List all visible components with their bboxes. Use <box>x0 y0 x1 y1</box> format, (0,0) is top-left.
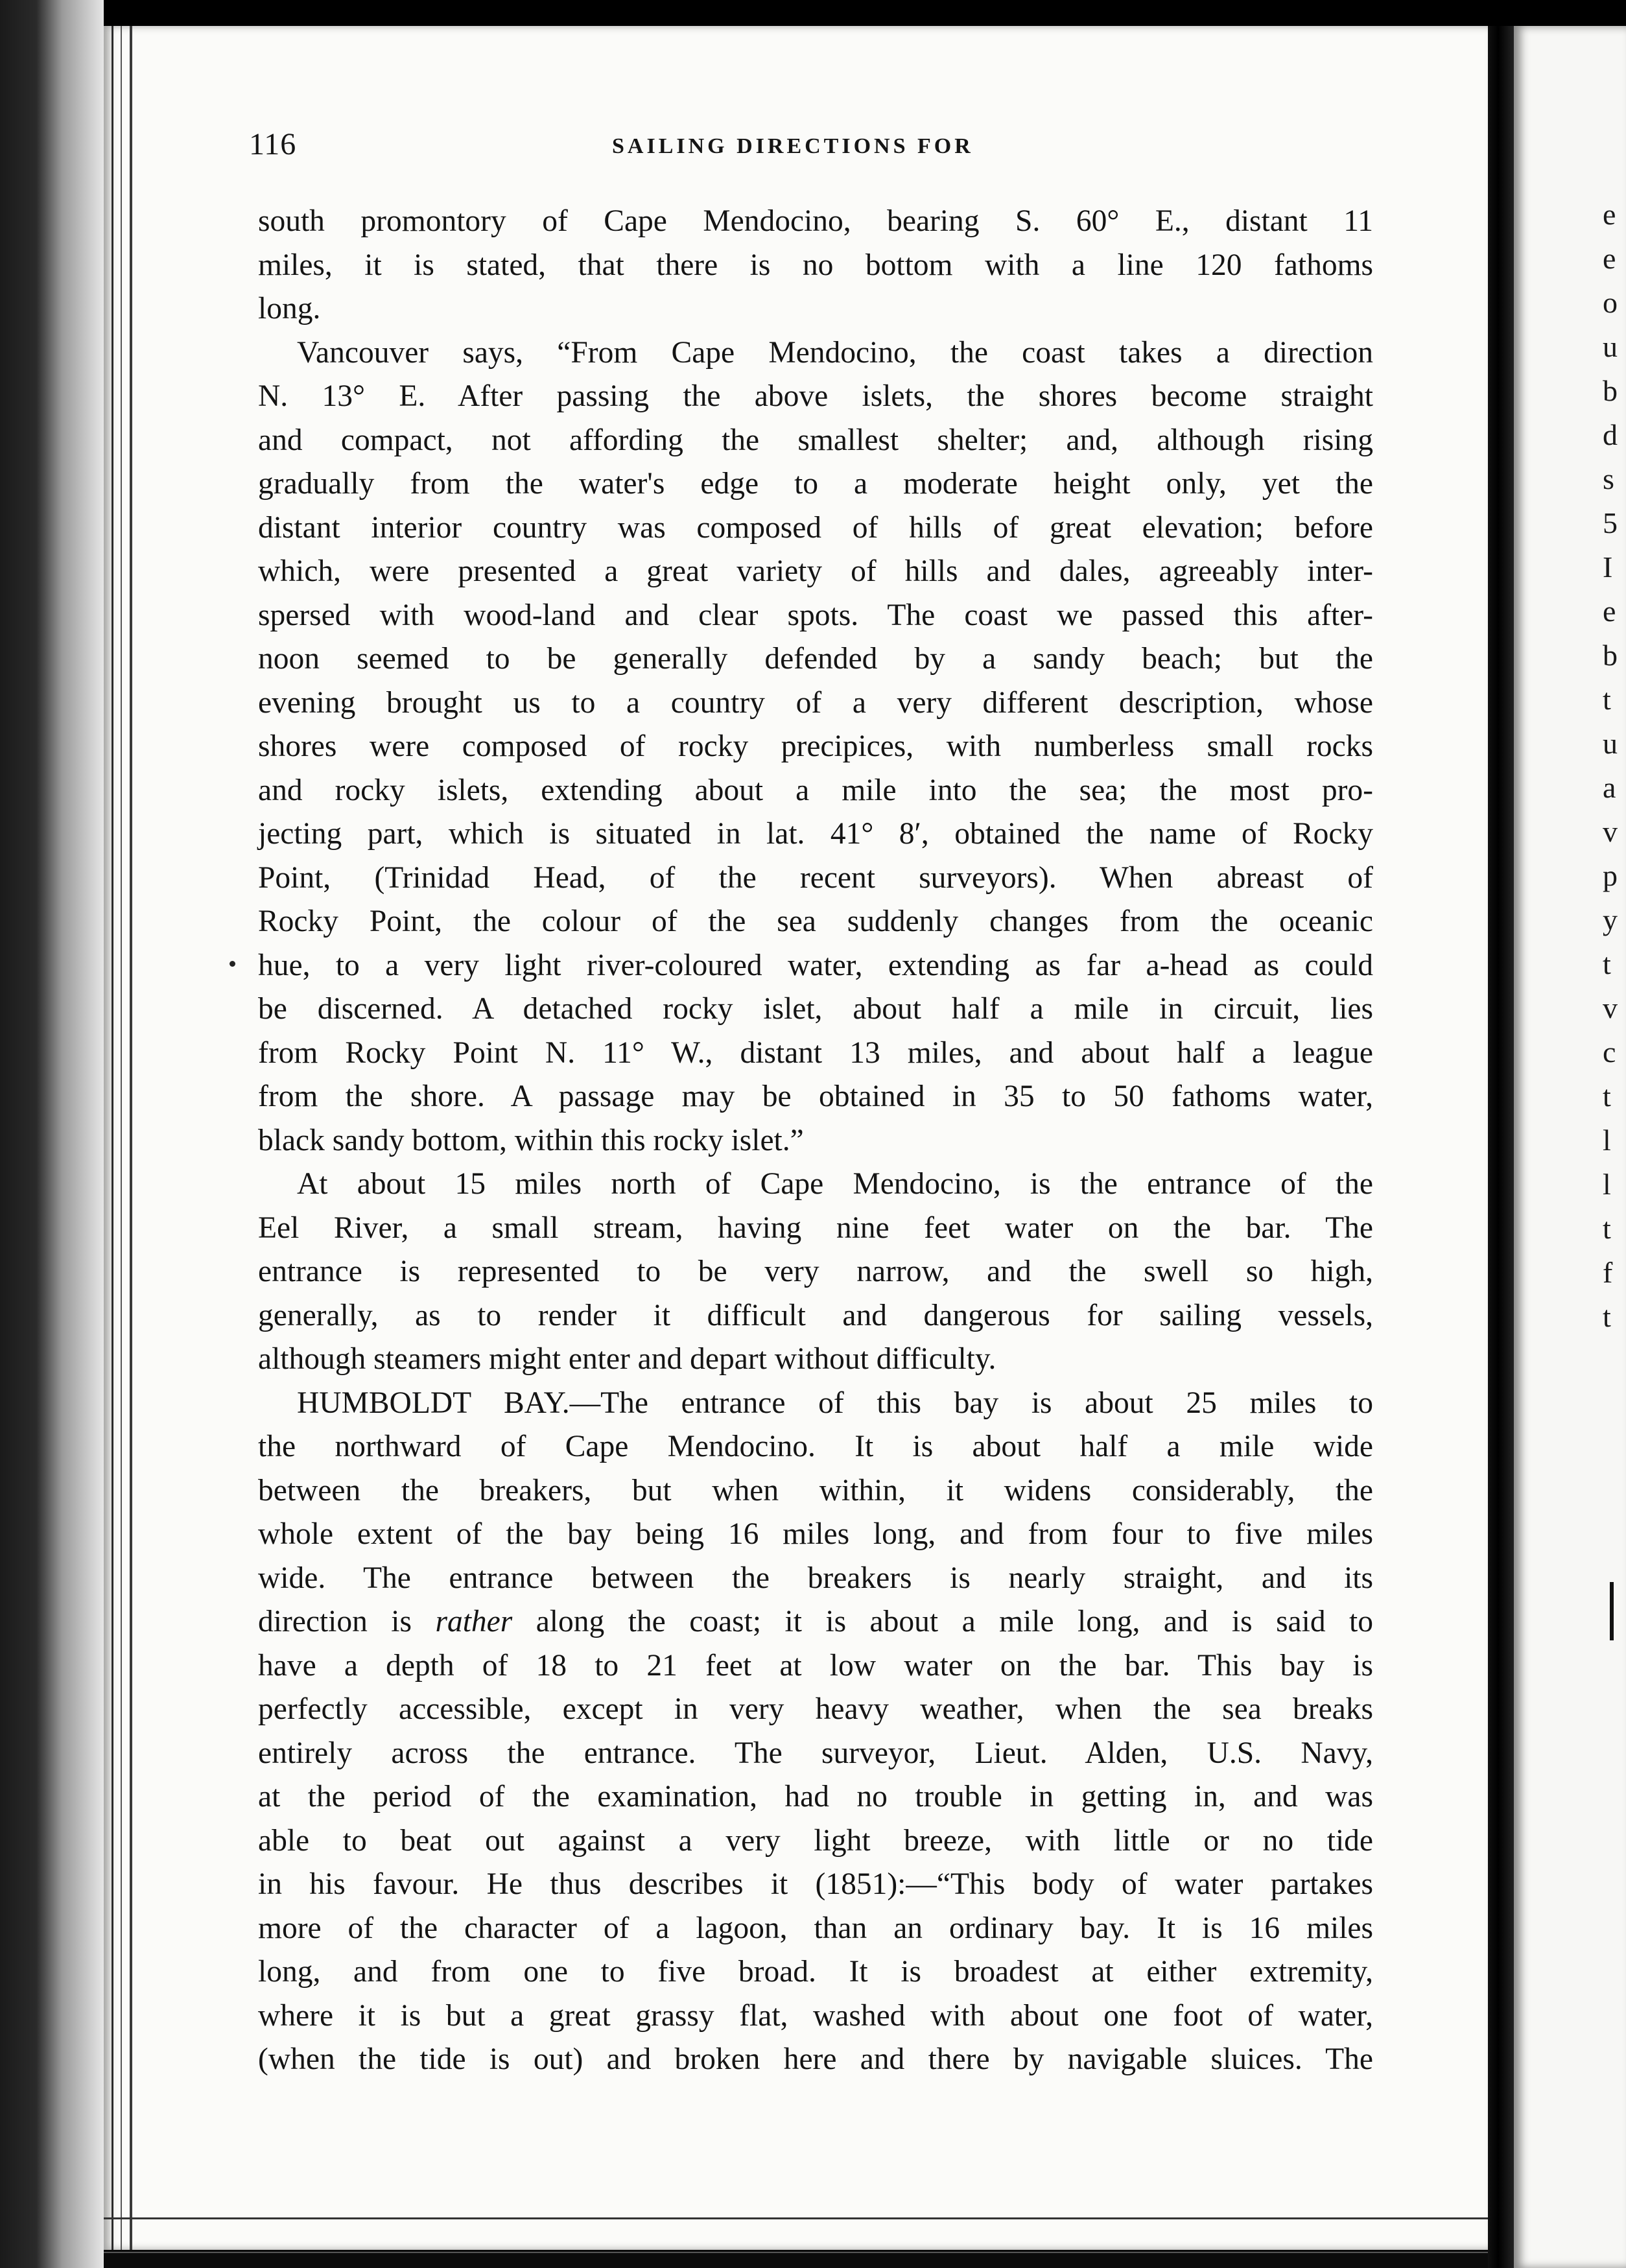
text-line: Vancouver says, “From Cape Mendocino, the coast takes a direction <box>297 335 1373 370</box>
top-dark-border <box>0 0 1626 26</box>
facing-page-letter: 5 <box>1603 506 1618 539</box>
text-line: HUMBOLDT BAY.—The entrance of this bay is about 25 miles to <box>297 1386 1373 1420</box>
facing-page-letter: d <box>1603 418 1618 451</box>
text-line: (when the tide is out) and broken here and there by navigable sluices. The <box>258 2042 1373 2076</box>
facing-page-letter: s <box>1603 462 1614 495</box>
book-edge <box>0 0 104 2268</box>
running-head <box>249 126 1371 165</box>
facing-page-letter: o <box>1603 286 1618 319</box>
text-line: spersed with wood-land and clear spots. The coast we passed this after- <box>258 598 1373 632</box>
text-line: noon seemed to be generally defended by a sandy beach; but the <box>258 642 1373 676</box>
facing-page-letter: f <box>1603 1256 1613 1289</box>
text-line: between the breakers, but when within, it widens considerably, the <box>258 1473 1373 1507</box>
facing-page-letter: e <box>1603 198 1616 231</box>
spine-line-1 <box>112 26 113 2250</box>
text-line: long. <box>258 292 321 325</box>
book-gutter <box>1488 26 1514 2268</box>
text-line: although steamers might enter and depart without difficulty. <box>258 1342 996 1376</box>
facing-page-letter: c <box>1603 1035 1616 1069</box>
text-line: more of the character of a lagoon, than an ordinary bay. It is 16 miles <box>258 1911 1373 1945</box>
text-line: direction is rather along the coast; it is about a mile long, and is said to <box>258 1605 1374 1638</box>
facing-page-edge <box>1514 26 1626 2268</box>
header-title: SAILING DIRECTIONS FOR <box>612 134 974 158</box>
text-line: wide. The entrance between the breakers is nearly straight, and its <box>258 1561 1373 1595</box>
facing-page-letter: t <box>1603 1212 1611 1245</box>
facing-page-letter: a <box>1603 771 1616 804</box>
text-line: from the shore. A passage may be obtained in 35 to 50 fathoms water, <box>258 1080 1373 1113</box>
facing-page-letter: t <box>1603 1080 1611 1113</box>
text-line: where it is but a great grassy flat, washed with about one foot of water, <box>258 1998 1373 2033</box>
facing-page-mark <box>1610 1582 1614 1640</box>
facing-page-letter: l <box>1603 1168 1611 1201</box>
text-line: south promontory of Cape Mendocino, bearing S. 60° E., distant 11 <box>258 204 1373 238</box>
text-line: generally, as to render it difficult and dangerous for sailing vessels, <box>258 1298 1373 1332</box>
text-line: miles, it is stated, that there is no bottom with a line 120 fathoms <box>258 248 1373 282</box>
facing-page-letter: t <box>1603 947 1611 980</box>
text-line: able to beat out against a very light breeze, with little or no tide <box>258 1823 1373 1858</box>
text-line: Point, (Trinidad Head, of the recent surveyors). When abreast of <box>258 860 1373 895</box>
facing-page-letter: p <box>1603 859 1618 892</box>
text-line: evening brought us to a country of a very different description, whose <box>258 685 1373 720</box>
text-line: from Rocky Point N. 11° W., distant 13 miles, and about half a league <box>258 1035 1373 1070</box>
page-bottom-edge <box>104 2217 1488 2253</box>
text-line: shores were composed of rocky precipices, with numberless small rocks <box>258 729 1373 763</box>
text-line: the northward of Cape Mendocino. It is about half a mile wide <box>258 1430 1373 1463</box>
emphasis: rather <box>435 1605 513 1638</box>
facing-page-letter: t <box>1603 1300 1611 1333</box>
text-line: N. 13° E. After passing the above islets, the shores become straight <box>258 379 1373 413</box>
facing-page-letter: t <box>1603 683 1611 716</box>
text-line: perfectly accessible, except in very heavy weather, when the sea breaks <box>258 1692 1373 1726</box>
facing-page-letter: l <box>1603 1124 1611 1157</box>
facing-page-letter: e <box>1603 242 1616 275</box>
text-line: have a depth of 18 to 21 feet at low water on the bar. This bay is <box>258 1648 1373 1683</box>
text-line: entrance is represented to be very narrow, and the swell so high, <box>258 1255 1373 1288</box>
text-line: Rocky Point, the colour of the sea suddenly changes from the oceanic <box>258 904 1373 938</box>
text-line: distant interior country was composed of hills of great elevation; before <box>258 510 1373 545</box>
facing-page-letter: b <box>1603 639 1618 672</box>
facing-page-letter: e <box>1603 595 1616 628</box>
facing-page-letter: b <box>1603 374 1618 407</box>
text-line: long, and from one to five broad. It is broadest at either extremity, <box>258 1955 1373 1989</box>
text-line: be discerned. A detached rocky islet, about half a mile in circuit, lies <box>258 992 1373 1026</box>
text-line: and rocky islets, extending about a mile into the sea; the most pro- <box>258 773 1373 807</box>
text-line: At about 15 miles north of Cape Mendocino, is the entrance of the <box>297 1167 1373 1201</box>
body-text <box>258 200 1373 2082</box>
spine-line-2 <box>121 26 122 2250</box>
facing-page-letter: u <box>1603 727 1618 760</box>
spine-line-3 <box>130 26 132 2250</box>
text-line: hue, to a very light river-coloured water, extending as far a-head as could <box>258 948 1373 982</box>
text-line: black sandy bottom, within this rocky islet.” <box>258 1123 804 1157</box>
facing-page-letter: y <box>1603 903 1618 936</box>
facing-page-letter: u <box>1603 330 1618 363</box>
page-number: 116 <box>249 127 297 161</box>
text-line: whole extent of the bay being 16 miles long, and from four to five miles <box>258 1517 1373 1551</box>
text-line: which, were presented a great variety of hills and dales, agreeably inter- <box>258 554 1373 588</box>
margin-mark <box>230 961 235 967</box>
text-line: and compact, not affording the smallest shelter; and, although rising <box>258 423 1373 457</box>
facing-page-letter: I <box>1603 550 1613 584</box>
text-line: gradually from the water's edge to a moderate height only, yet the <box>258 467 1373 501</box>
text-line: in his favour. He thus describes it (1851):—“This body of water partakes <box>258 1867 1373 1901</box>
text-line: Eel River, a small stream, having nine feet water on the bar. The <box>258 1211 1373 1245</box>
facing-page-letter: v <box>1603 991 1618 1024</box>
text-line: entirely across the entrance. The surveyor, Lieut. Alden, U.S. Navy, <box>258 1736 1373 1770</box>
facing-page-letter: v <box>1603 815 1618 848</box>
text-line: jecting part, which is situated in lat. 41° 8′, obtained the name of Rocky <box>258 817 1373 851</box>
text-line: at the period of the examination, had no trouble in getting in, and was <box>258 1780 1373 1813</box>
